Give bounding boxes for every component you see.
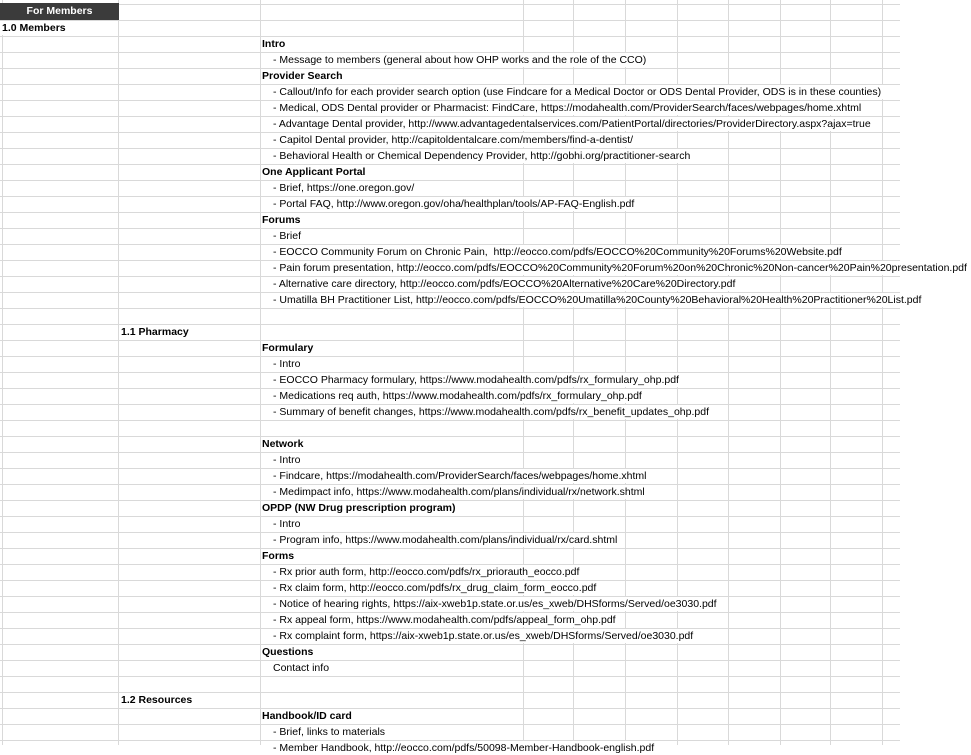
section-header-cell[interactable]: Forums — [262, 213, 305, 227]
gridline-horizontal — [0, 644, 900, 645]
gridline-horizontal — [0, 356, 900, 357]
section-header-cell[interactable]: 1.2 Resources — [121, 693, 196, 707]
gridline-horizontal — [0, 20, 900, 21]
gridline-horizontal — [0, 68, 900, 69]
section-header-cell[interactable]: Intro — [262, 37, 289, 51]
section-header-cell[interactable]: Questions — [262, 645, 317, 659]
item-cell[interactable]: - Umatilla BH Practitioner List, http://eocco.com/pdfs/EOCCO%20Umatilla%20County%20Behavioral%20Health%20Practitioner%20List.pdf — [273, 293, 925, 307]
for-members-header-cell[interactable] — [0, 3, 119, 20]
item-cell[interactable]: - Callout/Info for each provider search option (use Findcare for a Medical Doctor or ODS Dental Provider, ODS is in these counties) — [273, 85, 885, 99]
section-header-cell[interactable]: Forms — [262, 549, 298, 563]
item-cell[interactable]: - Capitol Dental provider, http://capitoldentalcare.com/members/find-a-dentist/ — [273, 133, 637, 147]
section-header-cell[interactable]: Network — [262, 437, 307, 451]
item-cell[interactable]: - Advantage Dental provider, http://www.advantagedentalservices.com/PatientPortal/directories/ProviderDirectory.aspx?ajax=true — [273, 117, 875, 131]
item-cell[interactable]: - Portal FAQ, http://www.oregon.gov/oha/healthplan/tools/AP-FAQ-English.pdf — [273, 197, 638, 211]
gridline-horizontal — [0, 676, 900, 677]
section-header-cell[interactable]: One Applicant Portal — [262, 165, 369, 179]
section-header-cell[interactable]: OPDP (NW Drug prescription program) — [262, 501, 460, 515]
item-cell[interactable]: - Notice of hearing rights, https://aix-xweb1p.state.or.us/es_xweb/DHSforms/Served/oe3030.pdf — [273, 597, 721, 611]
gridline-horizontal — [0, 452, 900, 453]
item-cell[interactable]: - Medications req auth, https://www.modahealth.com/pdfs/rx_formulary_ohp.pdf — [273, 389, 646, 403]
item-cell[interactable]: - Intro — [273, 357, 304, 371]
gridline-horizontal — [0, 340, 900, 341]
gridline-horizontal — [0, 212, 900, 213]
gridline-horizontal — [0, 228, 900, 229]
item-cell[interactable]: - Summary of benefit changes, https://www.modahealth.com/pdfs/rx_benefit_updates_ohp.pdf — [273, 405, 713, 419]
section-header-cell[interactable]: 1.1 Pharmacy — [121, 325, 193, 339]
gridline-horizontal — [0, 420, 900, 421]
item-cell[interactable]: Contact info — [273, 661, 333, 675]
gridline-horizontal — [0, 548, 900, 549]
section-header-cell[interactable]: Formulary — [262, 341, 317, 355]
item-cell[interactable]: - Message to members (general about how OHP works and the role of the CCO) — [273, 53, 650, 67]
gridline-horizontal — [0, 436, 900, 437]
item-cell[interactable]: - EOCCO Community Forum on Chronic Pain, http://eocco.com/pdfs/EOCCO%20Community%20Forums%20Website.pdf — [273, 245, 846, 259]
section-header-cell[interactable]: 1.0 Members — [2, 21, 70, 35]
item-cell[interactable]: - Medical, ODS Dental provider or Pharmacist: FindCare, https://modahealth.com/ProviderSearch/faces/webpages/home.xhtml — [273, 101, 865, 115]
gridline-horizontal — [0, 4, 900, 5]
item-cell[interactable]: - Medimpact info, https://www.modahealth.com/plans/individual/rx/network.shtml — [273, 485, 649, 499]
item-cell[interactable]: - Intro — [273, 453, 304, 467]
item-cell[interactable]: - Rx claim form, http://eocco.com/pdfs/rx_drug_claim_form_eocco.pdf — [273, 581, 600, 595]
gridline-horizontal — [0, 516, 900, 517]
item-cell[interactable]: - Alternative care directory, http://eocco.com/pdfs/EOCCO%20Alternative%20Care%20Directory.pdf — [273, 277, 739, 291]
section-header-cell[interactable]: Handbook/ID card — [262, 709, 356, 723]
gridline-horizontal — [0, 308, 900, 309]
gridline-horizontal — [0, 708, 900, 709]
section-header-cell[interactable]: Provider Search — [262, 69, 347, 83]
item-cell[interactable]: - Brief, links to materials — [273, 725, 389, 739]
item-cell[interactable]: - Member Handbook, http://eocco.com/pdfs/50098-Member-Handbook-english.pdf — [273, 741, 658, 755]
item-cell[interactable]: - Brief, https://one.oregon.gov/ — [273, 181, 418, 195]
item-cell[interactable]: - Brief — [273, 229, 305, 243]
item-cell[interactable]: - Behavioral Health or Chemical Dependency Provider, http://gobhi.org/practitioner-search — [273, 149, 694, 163]
item-cell[interactable]: - Findcare, https://modahealth.com/ProviderSearch/faces/webpages/home.xhtml — [273, 469, 651, 483]
item-cell[interactable]: - Pain forum presentation, http://eocco.com/pdfs/EOCCO%20Community%20Forum%20on%20Chronic%20Non-cancer%20Pain%20presentation.pdf — [273, 261, 971, 275]
gridline-horizontal — [0, 660, 900, 661]
item-cell[interactable]: - Rx prior auth form, http://eocco.com/pdfs/rx_priorauth_eocco.pdf — [273, 565, 583, 579]
item-cell[interactable]: - Rx appeal form, https://www.modahealth.com/pdfs/appeal_form_ohp.pdf — [273, 613, 620, 627]
item-cell[interactable]: - Program info, https://www.modahealth.com/plans/individual/rx/card.shtml — [273, 533, 621, 547]
item-cell[interactable]: - Intro — [273, 517, 304, 531]
gridline-horizontal — [0, 36, 900, 37]
gridline-horizontal — [0, 180, 900, 181]
for-members-label: For Members — [26, 5, 93, 17]
item-cell[interactable]: - Rx complaint form, https://aix-xweb1p.state.or.us/es_xweb/DHSforms/Served/oe3030.pdf — [273, 629, 697, 643]
gridline-horizontal — [0, 164, 900, 165]
gridline-horizontal — [0, 724, 900, 725]
item-cell[interactable]: - EOCCO Pharmacy formulary, https://www.modahealth.com/pdfs/rx_formulary_ohp.pdf — [273, 373, 683, 387]
